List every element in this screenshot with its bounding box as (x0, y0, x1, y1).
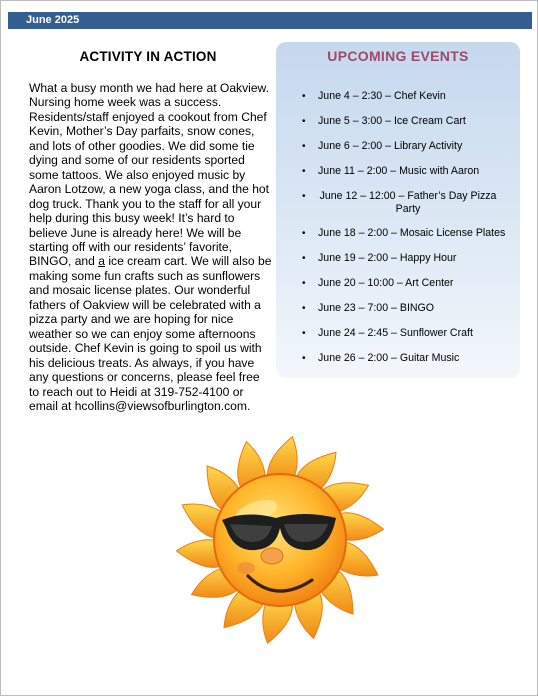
bullet-icon: • (302, 191, 306, 202)
article-body (29, 81, 273, 413)
event-item (302, 165, 514, 190)
article-title: ACTIVITY IN ACTION (79, 49, 217, 64)
event-item (302, 302, 514, 327)
event-text: June 11 – 2:00 – Music with Aaron (318, 165, 480, 177)
event-item (302, 327, 514, 352)
event-item (302, 140, 514, 165)
upcoming-events-box (276, 42, 520, 378)
article-text-part2: ice cream cart. We will also be making some fun crafts such as sunflowers and mosaic license plates. Our wonderful fathers of Oakview will be celebrated with a pizza party and we are hoping for nice weather so we can enjoy some afternoons outside. Chef Kevin is going to spoil us with his delicious treats. As always, if you have any questions or concerns, please feel free to reach out to Heidi at 319-752-4100 or email at hcollins@viewsofburlington.com. (29, 254, 272, 413)
event-text: June 23 – 7:00 – BINGO (318, 302, 435, 314)
event-text: June 6 – 2:00 – Library Activity (318, 140, 463, 152)
event-text: June 24 – 2:45 – Sunflower Craft (318, 327, 473, 339)
bullet-icon: • (302, 141, 306, 152)
bullet-icon: • (302, 228, 306, 239)
month-label: June 2025 (26, 14, 80, 26)
event-item (302, 352, 514, 377)
bullet-icon: • (302, 166, 306, 177)
article-text-part1: What a busy month we had here at Oakview. Nursing home week was a success. Residents/staff enjoyed a cookout from Chef Kevin, Mother’s Day parfaits, snow cones, and lots of other goodies. We did some tie dying and some of our residents sported some tattoos. We also enjoyed music by Aaron Lotzow, a new yoga class, and the hot dog truck. Thank you to the staff for all your help during this busy week! It’s hard to believe June is already here! We will be starting off with our residents’ favorite, BINGO, and (29, 81, 270, 269)
sun-with-sunglasses-icon (176, 416, 386, 656)
bullet-icon: • (302, 91, 306, 102)
article-text-underlined: a (98, 254, 105, 269)
event-text: June 19 – 2:00 – Happy Hour (318, 252, 457, 264)
event-text: June 26 – 2:00 – Guitar Music (318, 352, 460, 364)
event-item (302, 252, 514, 277)
event-text: June 5 – 3:00 – Ice Cream Cart (318, 115, 466, 127)
bullet-icon: • (302, 253, 306, 264)
event-item (302, 115, 514, 140)
event-item (302, 190, 514, 227)
bullet-icon: • (302, 278, 306, 289)
event-item (302, 90, 514, 115)
events-list (302, 90, 514, 377)
bullet-icon: • (302, 303, 306, 314)
header-bar (8, 12, 532, 29)
bullet-icon: • (302, 116, 306, 127)
event-item (302, 227, 514, 252)
event-item (302, 277, 514, 302)
event-text: June 20 – 10:00 – Art Center (318, 277, 454, 289)
event-text: June 4 – 2:30 – Chef Kevin (318, 90, 446, 102)
event-text: June 12 – 12:00 – Father’s Day Pizza Party (319, 190, 497, 215)
bullet-icon: • (302, 353, 306, 364)
events-title: UPCOMING EVENTS (327, 48, 469, 64)
event-text: June 18 – 2:00 – Mosaic License Plates (318, 227, 506, 239)
bullet-icon: • (302, 328, 306, 339)
